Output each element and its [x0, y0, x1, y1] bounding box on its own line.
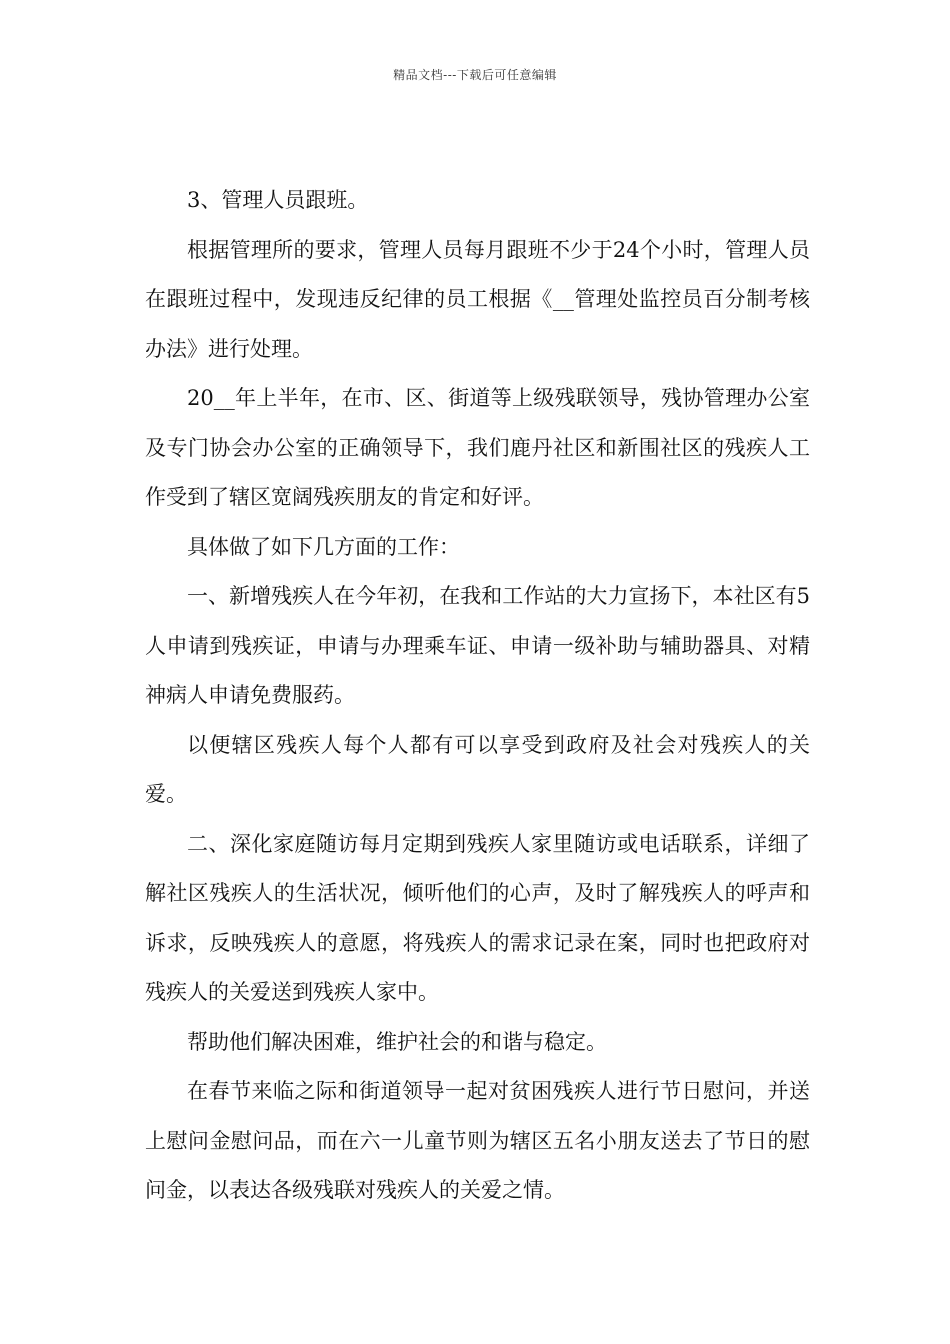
paragraph-3: 20__年上半年，在市、区、街道等上级残联领导，残协管理办公室及专门协会办公室的正确领导下，我们鹿丹社区和新围社区的残疾人工作受到了辖区宽阔残疾朋友的肯定和好评。 — [145, 386, 810, 509]
paragraph-9: 在春节来临之际和街道领导一起对贫困残疾人进行节日慰问，并送上慰问金慰问品，而在六一儿童节则为辖区五名小朋友送去了节日的慰问金，以表达各级残联对残疾人的关爱之情。 — [145, 1079, 810, 1202]
paragraph-2: 根据管理所的要求，管理人员每月跟班不少于24个小时，管理人员在跟班过程中，发现违反纪律的员工根据《__管理处监控员百分制考核办法》进行处理。 — [145, 237, 810, 361]
paragraph-6: 以便辖区残疾人每个人都有可以享受到政府及社会对残疾人的关爱。 — [145, 732, 810, 806]
paragraph-8: 帮助他们解决困难，维护社会的和谐与稳定。 — [187, 1029, 607, 1054]
paragraph-4: 具体做了如下几方面的工作： — [187, 534, 460, 559]
paragraph-5: 一、新增残疾人在今年初，在我和工作站的大力宣扬下，本社区有5人申请到残疾证，申请与办理乘车证、申请一级补助与辅助器具、对精神病人申请免费服药。 — [145, 584, 810, 707]
paragraph-7: 二、深化家庭随访每月定期到残疾人家里随访或电话联系，详细了解社区残疾人的生活状况，倾听他们的心声，及时了解残疾人的呼声和诉求，反映残疾人的意愿，将残疾人的需求记录在案，同时也把政府对残疾人的关爱送到残疾人家中。 — [145, 831, 810, 1004]
paragraph-1: 3、管理人员跟班。 — [187, 188, 369, 212]
document-body — [145, 176, 810, 1216]
page-header: 精品文档---下载后可任意编辑 — [393, 68, 557, 82]
